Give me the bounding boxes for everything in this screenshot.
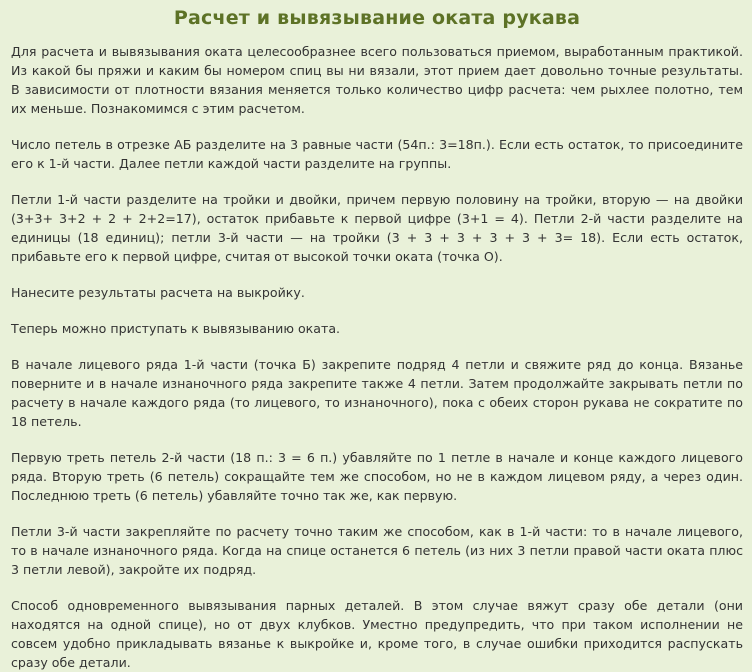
paragraph-part-one: В начале лицевого ряда 1-й части (точка Б) закрепите подряд 4 петли и свяжите ряд до конца. Вязанье поверните и в начале изнаночного ряда закрепите также 4 петли. Затем продолжайте закрывать петли по расчету в начале каждого ряда (то лицевого, то изнаночного), пока с обеих сторон рукава не сократите по 18 петель.: [11, 357, 743, 429]
article-title: Расчет и вывязывание оката рукава: [173, 7, 581, 29]
paragraph-part-three: Петли 3-й части закрепляйте по расчету точно таким же способом, как в 1-й части: то в начале лицевого, то в начале изнаночного ряда. Когда на спице останется 6 петель (из них 3 петли правой части оката плюс 3 петли левой), закройте их подряд.: [11, 524, 743, 577]
paragraph-intro: Для расчета и вывязывания оката целесообразнее всего пользоваться приемом, выработанным практикой. Из какой бы пряжи и каким бы номером спиц вы ни вязали, этот прием дает довольно точные результаты. В зависимости от плотности вязания меняется только количество цифр расчета: чем рыхлее полотно, тем их меньше. Познакомимся с этим расчетом.: [11, 44, 743, 116]
paragraph-start: Теперь можно приступать к вывязыванию оката.: [11, 321, 341, 336]
paragraph-paired-parts: Способ одновременного вывязывания парных деталей. В этом случае вяжут сразу обе детали (они находятся на одной спице), но от двух клубков. Уместно предупредить, что при таком исполнении не совсем удобно прикладывать вязанье к выкройке и, кроме того, в случае ошибки приходится распускать сразу обе детали.: [11, 598, 743, 670]
paragraph-groups: Петли 1-й части разделите на тройки и двойки, причем первую половину на тройки, вторую — на двойки (3+3+ 3+2 + 2 + 2+2=17), остаток прибавьте к первой цифре (3+1 = 4). Петли 2-й части разделите на единицы (18 единиц); петли 3-й части — на тройки (3 + 3 + 3 + 3 + 3 + 3= 18). Если есть остаток, прибавьте его к первой цифре, считая от высокой точки оката (точка О).: [11, 192, 743, 264]
paragraph-divide-loops: Число петель в отрезке АБ разделите на 3 равные части (54п.: 3=18п.). Если есть остаток, то присоедините его к 1-й части. Далее петли каждой части разделите на группы.: [11, 137, 743, 171]
paragraph-part-two: Первую треть петель 2-й части (18 п.: 3 = 6 п.) убавляйте по 1 петле в начале и конце каждого лицевого ряда. Вторую треть (6 петель) сокращайте тем же способом, но не в каждом лицевом ряду, а через один. Последнюю треть (6 петель) убавляйте точно так же, как первую.: [11, 450, 743, 503]
paragraph-pattern: Нанесите результаты расчета на выкройку.: [11, 285, 305, 300]
